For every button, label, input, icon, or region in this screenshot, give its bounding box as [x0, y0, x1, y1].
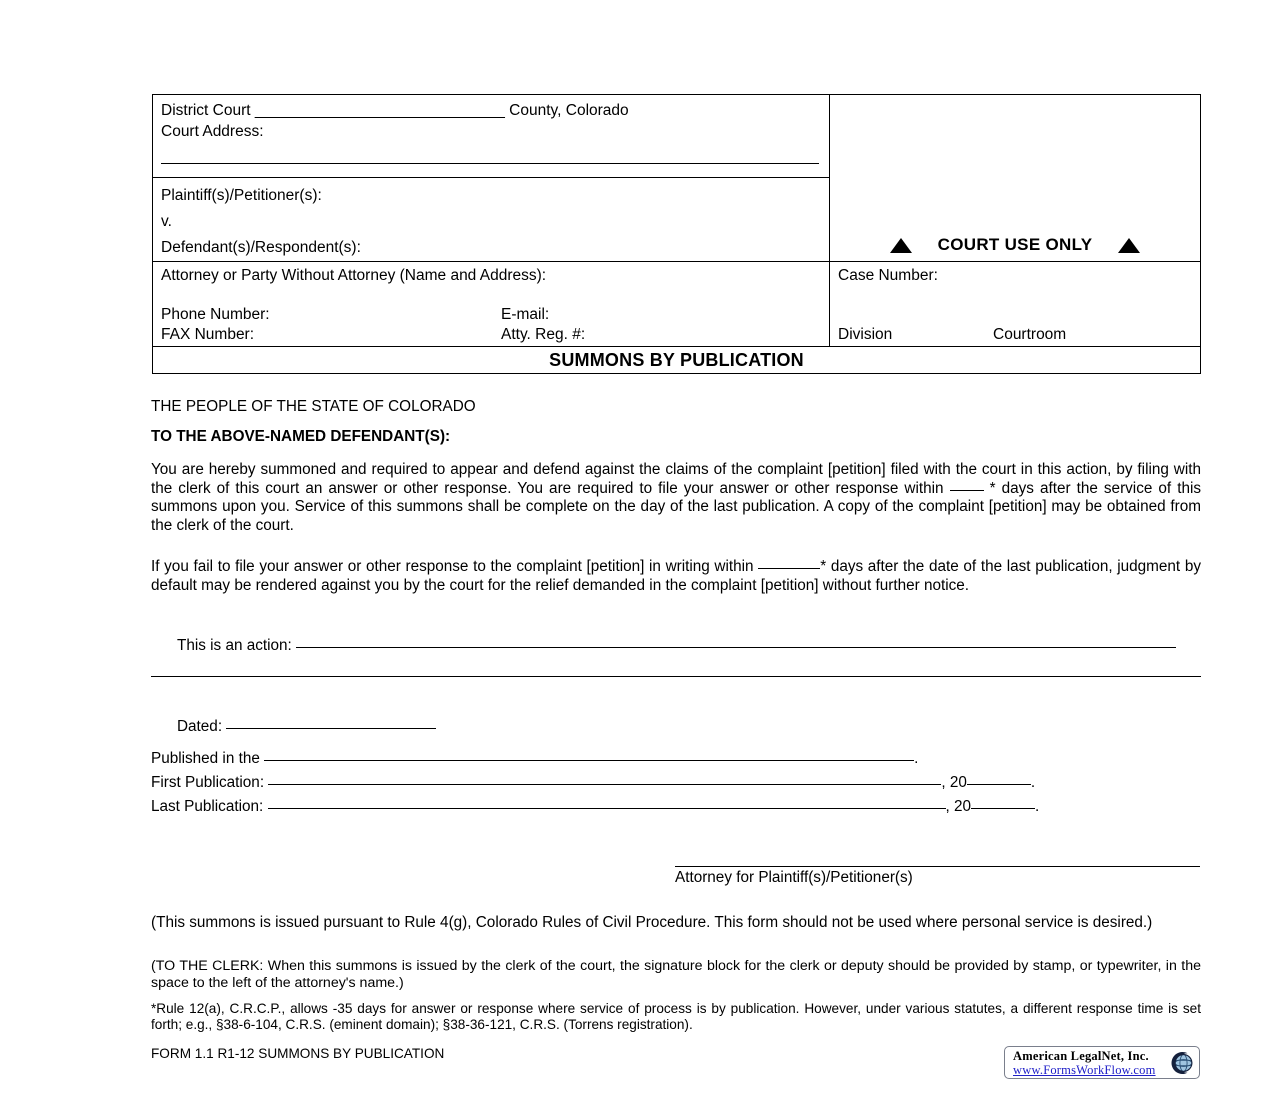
attorney-signature-line — [675, 866, 1200, 867]
days-blank-one — [950, 490, 984, 491]
court-address-cell — [153, 95, 830, 178]
published-period: . — [914, 750, 919, 767]
note-rule-4g: (This summons is issued pursuant to Rule 4(g), Colorado Rules of Civil Procedure. This form should not be used where personal service is desired.) — [151, 914, 1153, 931]
district-court-label: District Court — [161, 102, 255, 119]
globe-icon — [1166, 1049, 1194, 1077]
court-address-label: Court Address: — [161, 123, 264, 140]
plaintiff-label: Plaintiff(s)/Petitioner(s): — [161, 187, 322, 204]
dated-blank — [226, 728, 436, 729]
note-to-the-clerk: (TO THE CLERK: When this summons is issued by the clerk of the court, the signature block for the clerk or deputy should be provided by stamp, or typewriter, in the space to the left of the attorney's name.) — [151, 958, 1201, 992]
published-label: Published in the — [151, 750, 265, 767]
published-in-row — [151, 750, 1201, 769]
court-use-only-cell — [830, 95, 1201, 262]
court-use-only-label: COURT USE ONLY — [937, 235, 1093, 254]
court-address-rule — [161, 163, 819, 164]
court-name-line — [161, 100, 829, 121]
fax-reg-row — [161, 325, 821, 345]
last-publication-row — [151, 798, 1201, 817]
paragraph-one — [151, 461, 1201, 535]
atty-reg-label: Atty. Reg. #: — [501, 326, 586, 343]
case-number-cell — [830, 262, 1201, 347]
attorney-info-cell — [153, 262, 830, 347]
county-colorado-label: County, Colorado — [504, 102, 629, 119]
action-blank-line-2 — [151, 676, 1201, 677]
action-label: This is an action: — [177, 637, 297, 654]
first-publication-blank — [268, 784, 941, 785]
last-publication-blank — [268, 808, 946, 809]
action-blank-line-1 — [296, 647, 1176, 648]
last-publication-label: Last Publication: — [151, 798, 268, 815]
fax-number-label: FAX Number: — [161, 326, 255, 343]
footnote-rule-12a: *Rule 12(a), C.R.C.P., allows -35 days for answer or response where service of process is by publication. However, under various statutes, a different response time is set forth; e.g., §38-6-104, C.R.S. (eminent domain); §38-36-121, C.R.S. (Torrens registration). — [151, 1001, 1201, 1033]
last-publication-year-prefix: , 20 — [945, 798, 972, 815]
logo-company-name: American LegalNet, Inc. — [1013, 1049, 1149, 1063]
paragraph-one-part-b: * days after the service of this summons upon you. Service of this summons shall be complete on the day of the last publication. A copy of the complaint [petition] may be obtained from the clerk of the court. — [151, 479, 1201, 534]
versus-label: v. — [161, 213, 172, 230]
paragraph-one-part-a: You are hereby summoned and required to appear and defend against the claims of the complaint [petition] filed with the court in this action, by filing with the clerk of this court an answer or other response. You are required to file your answer or other response within — [151, 461, 1201, 497]
paragraph-two-part-a: If you fail to file your answer or other response to the complaint [petition] in writing within — [151, 558, 759, 575]
first-publication-year-prefix: , 20 — [941, 774, 967, 791]
caption-row-title — [153, 347, 1201, 374]
form-title-cell — [153, 347, 1201, 374]
phone-email-row — [161, 305, 821, 325]
this-is-an-action-row — [151, 637, 1201, 656]
attorney-contact-block — [161, 305, 821, 345]
courtroom-label: Courtroom — [993, 326, 1067, 343]
caption-row-attorney — [153, 262, 1201, 347]
first-publication-year-suffix: . — [1030, 774, 1036, 791]
logo-text-block — [1013, 1049, 1156, 1077]
logo-website-link[interactable]: www.FormsWorkFlow.com — [1013, 1063, 1156, 1077]
parties-cell — [153, 178, 830, 262]
case-caption-table — [152, 94, 1201, 374]
division-courtroom-row — [838, 325, 1198, 345]
first-publication-label: First Publication: — [151, 774, 269, 791]
last-publication-year-blank — [971, 808, 1035, 809]
first-publication-year-blank — [967, 784, 1031, 785]
paragraph-two — [151, 558, 1201, 595]
to-defendant-heading: TO THE ABOVE-NAMED DEFENDANT(S): — [151, 428, 451, 445]
dated-row — [151, 718, 1201, 737]
defendant-label: Defendant(s)/Respondent(s): — [161, 239, 361, 256]
days-blank-two — [758, 568, 820, 569]
case-number-label: Case Number: — [838, 267, 938, 284]
paragraph-two-part-b: * days after the date of the last publication, judgment by default may be rendered against you by the court for the relief demanded in the complaint [petition] without further notice. — [151, 558, 1201, 594]
published-blank — [264, 760, 914, 761]
triangle-right-icon — [1118, 238, 1140, 253]
people-of-state-line: THE PEOPLE OF THE STATE OF COLORADO — [151, 398, 476, 415]
american-legalnet-logo-box[interactable] — [1004, 1046, 1200, 1079]
phone-number-label: Phone Number: — [161, 306, 270, 323]
form-title: SUMMONS BY PUBLICATION — [549, 350, 804, 370]
caption-row-court — [153, 95, 1201, 178]
court-use-only-banner — [830, 235, 1200, 255]
form-identifier: FORM 1.1 R1-12 SUMMONS BY PUBLICATION — [151, 1046, 445, 1061]
first-publication-row — [151, 774, 1201, 793]
last-publication-year-suffix: . — [1035, 798, 1040, 815]
county-blank: _____________________________ — [254, 102, 505, 119]
division-label: Division — [838, 326, 893, 343]
triangle-left-icon — [890, 238, 912, 253]
dated-label: Dated: — [177, 718, 227, 735]
attorney-label: Attorney or Party Without Attorney (Name and Address): — [161, 267, 547, 284]
attorney-for-label: Attorney for Plaintiff(s)/Petitioner(s) — [675, 869, 913, 886]
email-label: E-mail: — [501, 306, 550, 323]
